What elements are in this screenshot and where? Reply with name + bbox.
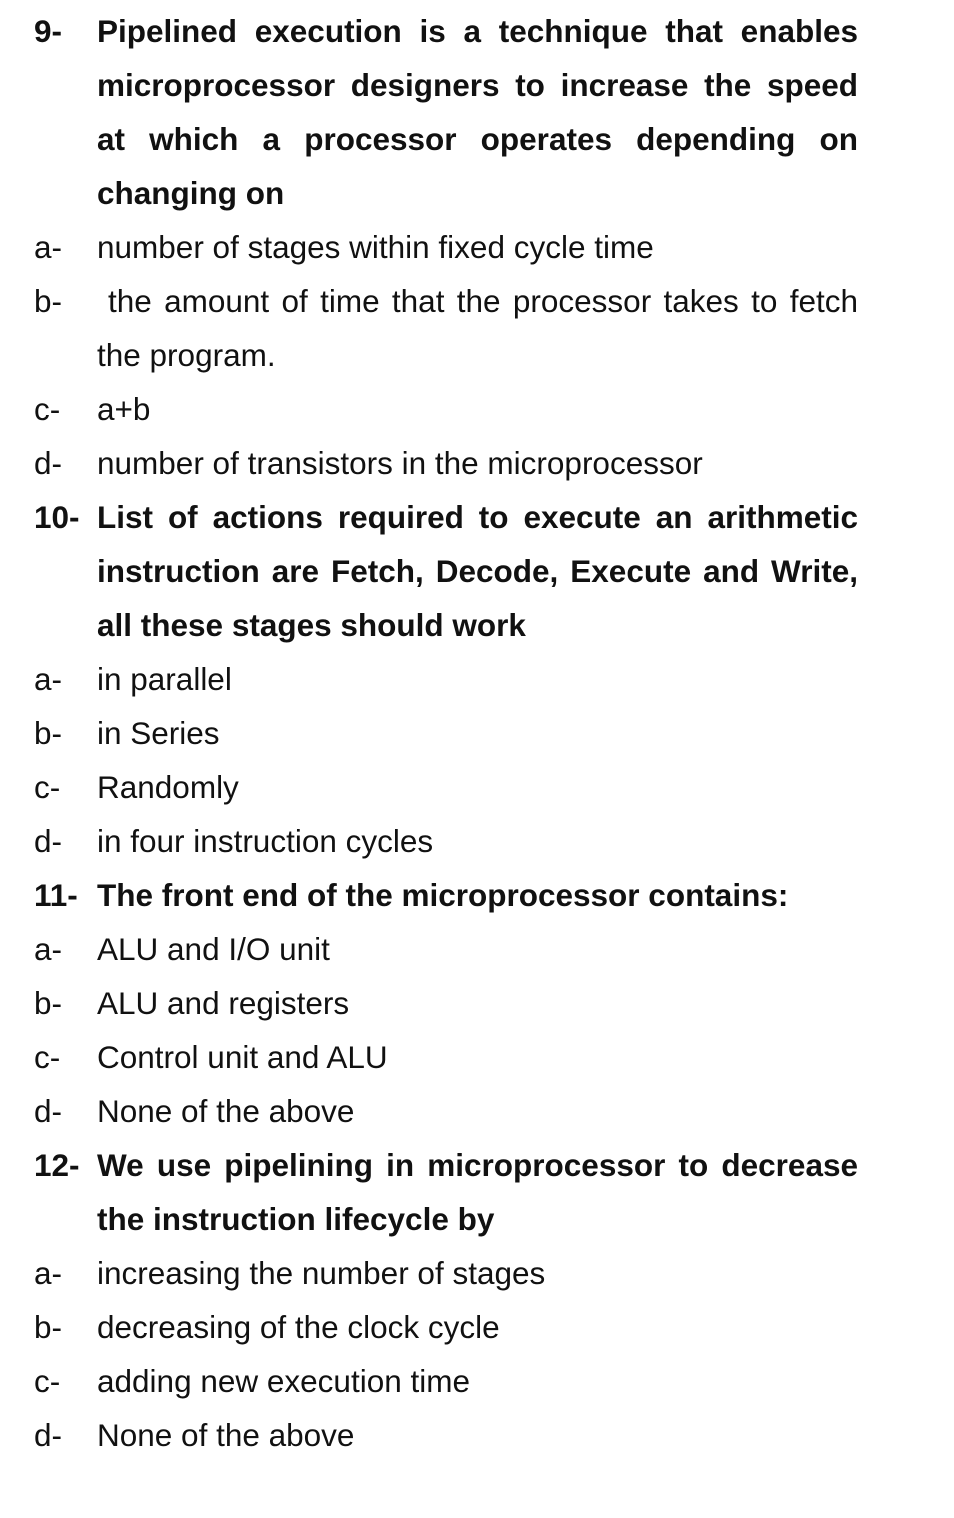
option-label: c- xyxy=(34,391,61,427)
question-12 xyxy=(0,1138,858,1246)
option-label: a- xyxy=(34,229,63,265)
option-11b xyxy=(0,976,858,1030)
option-label: b- xyxy=(34,283,63,319)
option-9b xyxy=(0,274,858,382)
option-10a xyxy=(0,652,858,706)
option-label: b- xyxy=(34,985,63,1021)
option-text: in four instruction cycles xyxy=(97,823,434,859)
option-text: ALU and registers xyxy=(97,985,350,1021)
option-text: ALU and I/O unit xyxy=(97,931,330,967)
option-label: d- xyxy=(34,445,63,481)
option-label: a- xyxy=(34,931,63,967)
option-text: a+b xyxy=(97,391,151,427)
question-9 xyxy=(0,4,858,220)
option-9c xyxy=(0,382,858,436)
option-9d xyxy=(0,436,858,490)
question-11 xyxy=(0,868,858,922)
option-label: a- xyxy=(34,661,63,697)
option-text: in Series xyxy=(97,715,220,751)
option-11c xyxy=(0,1030,858,1084)
option-label: a- xyxy=(34,1255,63,1291)
question-number: 10- xyxy=(34,499,80,535)
question-text: Pipelined execution is a technique that enables microprocessor designers to increase the speed at which a processor operates depending on changing on xyxy=(97,13,858,211)
option-text: the amount of time that the processor takes to fetch the program. xyxy=(97,283,858,373)
option-text: adding new execution time xyxy=(97,1363,470,1399)
option-12c xyxy=(0,1354,858,1408)
option-text: Randomly xyxy=(97,769,239,805)
option-text: None of the above xyxy=(97,1093,355,1129)
option-10c xyxy=(0,760,858,814)
option-10b xyxy=(0,706,858,760)
option-text: Control unit and ALU xyxy=(97,1039,388,1075)
option-text: None of the above xyxy=(97,1417,355,1453)
option-10d xyxy=(0,814,858,868)
question-number: 12- xyxy=(34,1147,80,1183)
question-number: 11- xyxy=(34,877,78,913)
option-12a xyxy=(0,1246,858,1300)
option-label: b- xyxy=(34,715,63,751)
option-text: decreasing of the clock cycle xyxy=(97,1309,500,1345)
option-text: number of transistors in the microprocessor xyxy=(97,445,703,481)
option-9a xyxy=(0,220,858,274)
option-12b xyxy=(0,1300,858,1354)
question-10 xyxy=(0,490,858,652)
question-text: List of actions required to execute an arithmetic instruction are Fetch, Decode, Execute and Write, all these stages should work xyxy=(97,499,858,643)
option-label: b- xyxy=(34,1309,63,1345)
question-number: 9- xyxy=(34,13,63,49)
option-label: d- xyxy=(34,823,63,859)
option-label: c- xyxy=(34,1363,61,1399)
option-11d xyxy=(0,1084,858,1138)
option-11a xyxy=(0,922,858,976)
option-label: d- xyxy=(34,1093,63,1129)
option-12d xyxy=(0,1408,858,1462)
option-label: d- xyxy=(34,1417,63,1453)
question-text: The front end of the microprocessor contains: xyxy=(97,877,789,913)
question-text: We use pipelining in microprocessor to decrease the instruction lifecycle by xyxy=(97,1147,858,1237)
option-label: c- xyxy=(34,1039,61,1075)
option-label: c- xyxy=(34,769,61,805)
option-text: increasing the number of stages xyxy=(97,1255,546,1291)
option-text: in parallel xyxy=(97,661,232,697)
option-text: number of stages within fixed cycle time xyxy=(97,229,654,265)
